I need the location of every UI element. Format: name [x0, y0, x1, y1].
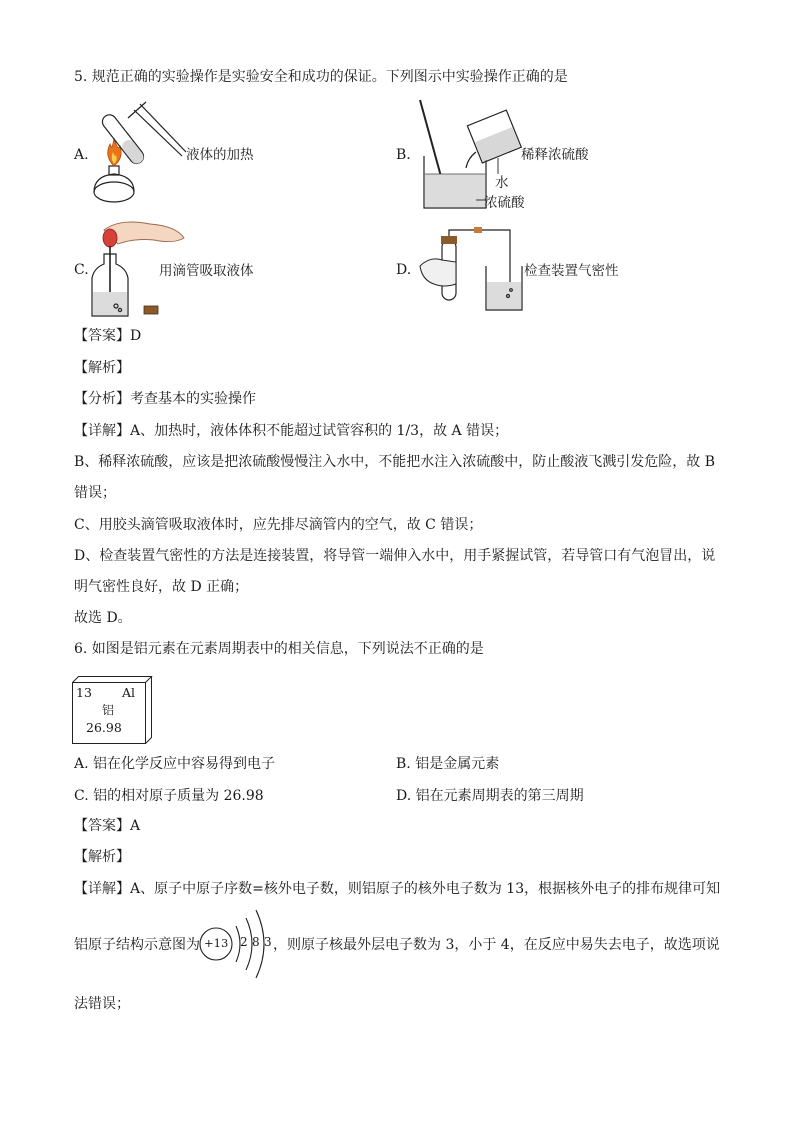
q5-answer: 【答案】D — [74, 328, 142, 344]
q6-detail2-post: ，则原子核最外层电子数为 3，小于 4，在反应中易失去电子，故选项说 — [273, 937, 720, 953]
q5-detail-c: C、用胶头滴管吸取液体时，应先排尽滴管内的空气，故 C 错误； — [74, 517, 483, 533]
q5-detail-d2: 明气密性良好，故 D 正确； — [74, 579, 249, 595]
q5-analysis-title: 【解析】 — [74, 360, 130, 376]
q6-option-a: A. 铝在化学反应中容易得到电子 — [74, 756, 276, 772]
q5-detail-b2: 错误； — [74, 485, 116, 501]
q5-detail-d1: D、检查装置气密性的方法是连接装置，将导管一端伸入水中，用手紧握试管，若导管口有气泡冒出，说 — [74, 548, 716, 564]
q5-option-b-caption: 稀释浓硫酸 — [521, 147, 589, 163]
element-mass: 26.98 — [86, 720, 122, 735]
q6-analysis-title: 【解析】 — [74, 849, 130, 865]
atom-nucleus: +13 — [204, 936, 229, 950]
q6-detail2-pre: 铝原子结构示意图为 — [74, 937, 200, 953]
q6-option-b: B. 铝是金属元素 — [396, 756, 500, 772]
q5-option-c-caption: 用滴管吸取液体 — [159, 263, 254, 279]
q6-detail1: 【详解】A、原子中原子序数=核外电子数，则铝原子的核外电子数为 13，根据核外电子的排布规律可知 — [74, 881, 721, 897]
q5-option-d-caption: 检查装置气密性 — [524, 263, 619, 279]
atom-shell-2: 8 — [252, 935, 260, 949]
q5-option-b-acid-label: 浓硫酸 — [484, 195, 525, 211]
element-symbol: Al — [122, 685, 136, 700]
q5-option-a-caption: 液体的加热 — [186, 147, 254, 163]
q5-option-d-letter: D. — [396, 262, 412, 278]
q6-option-d: D. 铝在元素周期表的第三周期 — [396, 788, 584, 804]
q5-stem: 5. 规范正确的实验操作是实验安全和成功的保证。下列图示中实验操作正确的是 — [74, 69, 568, 85]
q5-conclusion: 故选 D。 — [74, 610, 132, 626]
element-number: 13 — [76, 685, 92, 700]
airtightness-check-illustration — [416, 226, 526, 316]
q5-option-b-letter: B. — [396, 147, 411, 163]
q6-option-c: C. 铝的相对原子质量为 26.98 — [74, 788, 264, 804]
q5-option-b-water-label: 水 — [495, 175, 509, 191]
q5-option-a-letter: A. — [74, 147, 89, 163]
q5-option-c-letter: C. — [74, 262, 89, 278]
q6-stem: 6. 如图是铝元素在元素周期表中的相关信息，下列说法不正确的是 — [74, 641, 484, 657]
q5-detail-a: 【详解】A、加热时，液体体积不能超过试管容积的 1/3，故 A 错误； — [74, 423, 509, 439]
q6-answer: 【答案】A — [74, 818, 141, 834]
q6-detail3: 法错误； — [74, 996, 130, 1012]
element-tile — [72, 676, 150, 740]
atom-shell-1: 2 — [240, 935, 248, 949]
atom-shell-3: 3 — [264, 935, 272, 949]
atom-structure-diagram — [198, 906, 272, 980]
q5-fenxi: 【分析】考查基本的实验操作 — [74, 391, 256, 407]
q5-detail-b1: B、稀释浓硫酸，应该是把浓硫酸慢慢注入水中，不能把水注入浓硫酸中，防止酸液飞溅引发危险，故 B — [74, 454, 716, 470]
element-name: 铝 — [102, 703, 115, 717]
alcohol-lamp-heating-illustration — [90, 100, 190, 210]
